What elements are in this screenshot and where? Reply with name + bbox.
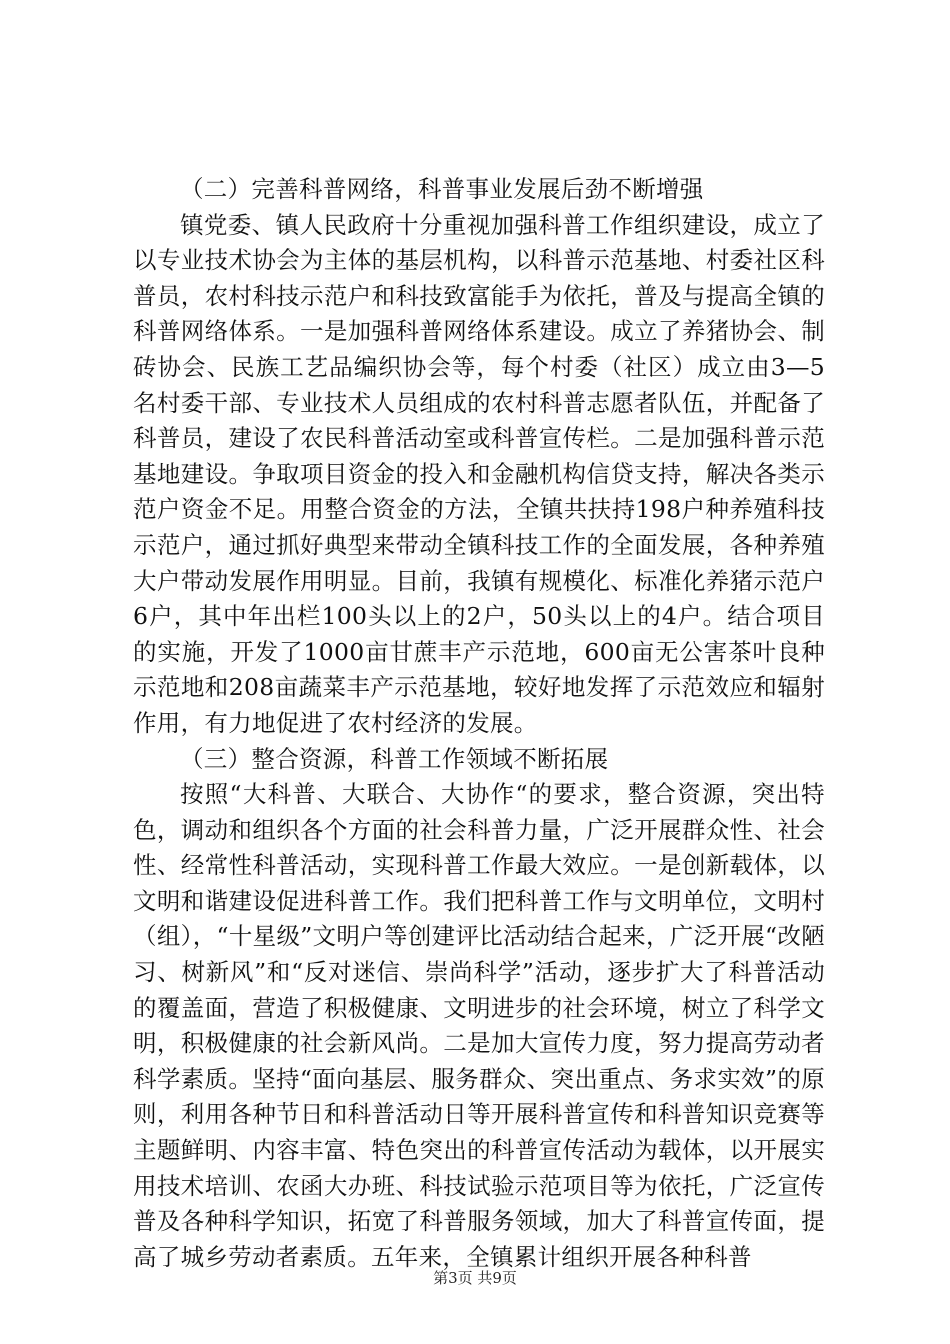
page-footer: 第3页 共9页 (433, 1269, 517, 1287)
section-heading-2: （二）完善科普网络，科普事业发展后劲不断增强 (180, 175, 704, 203)
section-heading-3: （三）整合资源，科普工作领域不断拓展 (180, 744, 609, 773)
body-paragraph-2: 按照“大科普、大联合、大协作“的要求，整合资源，突出特色，调动和组织各个方面的社会科普力量，广泛开展群众性、社会性、经常性科普活动，实现科普工作最大效应。一是创新载体，以文明和谐建设促进科普工作。我们把科普工作与文明单位，文明村（组），“十星级”文明户等创建评比活动结合起来，广泛开展“改陋习、树新风”和“反对迷信、崇尚科学”活动，逐步扩大了科普活动的覆盖面，营造了积极健康、文明进步的社会环境，树立了科学文明，积极健康的社会新风尚。二是加大宣传力度，努力提高劳动者科学素质。坚持“面向基层、服务群众、突出重点、务求实效”的原则，利用各种节日和科普活动日等开展科普宣传和科普知识竞赛等主题鲜明、内容丰富、特色突出的科普宣传活动为载体，以开展实用技术培训、农函大办班、科技试验示范项目等为依托，广泛宣传普及各种科学知识，拓宽了科普服务领域，加大了科普宣传面，提高了城乡劳动者素质。五年来，全镇累计组织开展各种科普 (133, 780, 825, 1271)
document-body (133, 172, 825, 1275)
body-paragraph-1: 镇党委、镇人民政府十分重视加强科普工作组织建设，成立了以专业技术协会为主体的基层机构，以科普示范基地、村委社区科普员，农村科技示范户和科技致富能手为依托，普及与提高全镇的科普网络体系。一是加强科普网络体系建设。成立了养猪协会、制砖协会、民族工艺品编织协会等，每个村委（社区）成立由3—5名村委干部、专业技术人员组成的农村科普志愿者队伍，并配备了科普员，建设了农民科普活动室或科普宣传栏。二是加强科普示范基地建设。争取项目资金的投入和金融机构信贷支持，解决各类示范户资金不足。用整合资金的方法，全镇共扶持198户种养殖科技示范户，通过抓好典型来带动全镇科技工作的全面发展，各种养殖大户带动发展作用明显。目前，我镇有规模化、标准化养猪示范户6户，其中年出栏100头以上的2户，50头以上的4户。结合项目的实施，开发了1000亩甘蔗丰产示范地，600亩无公害茶叶良种示范地和208亩蔬菜丰产示范基地，较好地发挥了示范效应和辐射作用，有力地促进了农村经济的发展。 (133, 210, 825, 737)
